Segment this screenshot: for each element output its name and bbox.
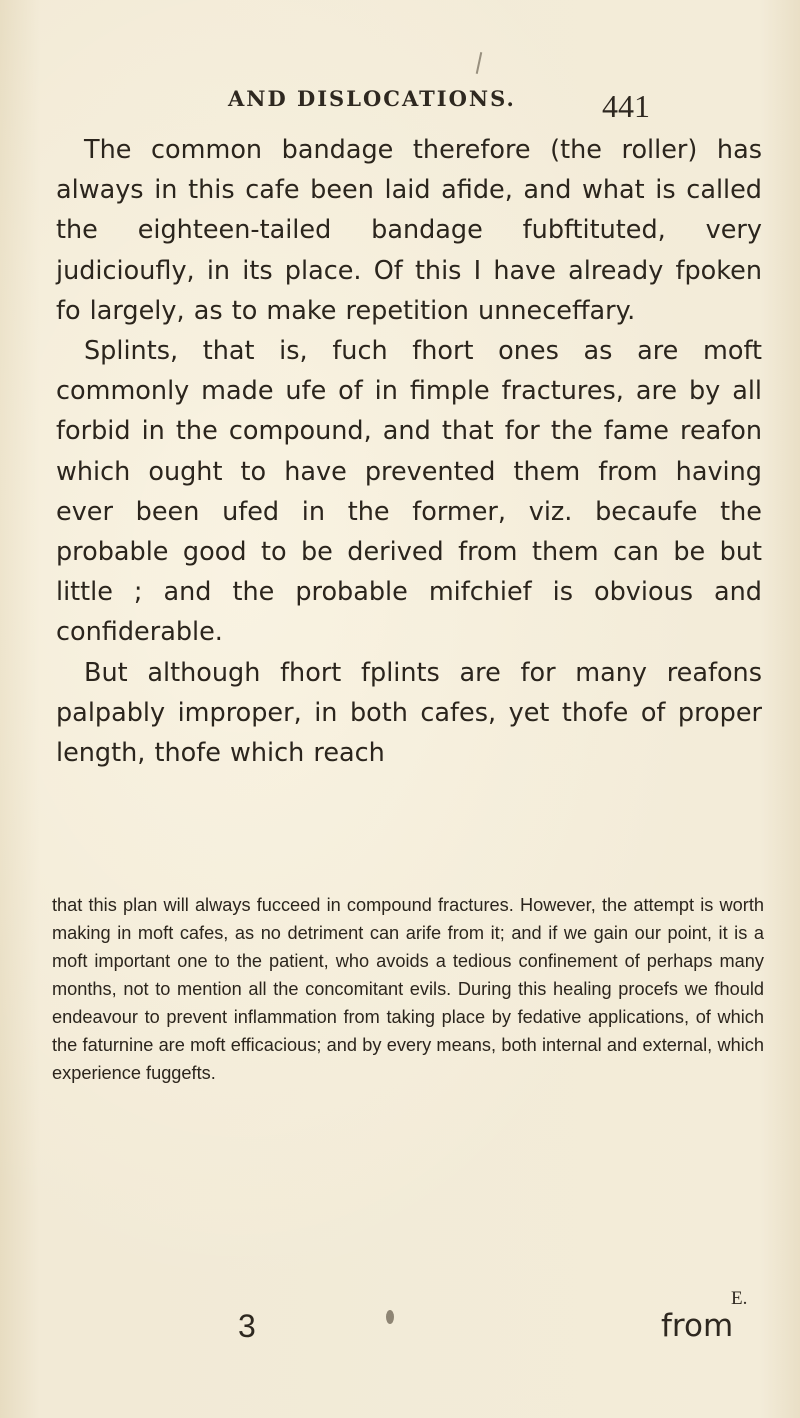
footnote: [52, 891, 764, 1087]
ink-smudge: [386, 1310, 394, 1324]
signature-mark: 3: [238, 1308, 256, 1344]
footnote-initial: E.: [731, 1288, 748, 1309]
main-text: [56, 130, 762, 773]
running-head: AND DISLOCATIONS.: [228, 86, 516, 111]
page-footer: [0, 1288, 800, 1358]
paragraph-bandage: The common bandage therefore (the roller) has always in this cafe been laid afide, and what is called the eighteen-tailed bandage fubftituted, very judicioufly, in its place. Of this I have already fpoken fo largely, as to make repetition unneceffary.: [56, 135, 762, 326]
paragraph-splints: Splints, that is, fuch fhort ones as are moft commonly made ufe of in fimple fractures, are by all forbid in the compound, and that for the fame reafon which ought to have prevented them from having ever been ufed in the former, viz. becaufe the probable good to be derived from them can be but little ; and the probable mifchief is obvious and confiderable.: [56, 336, 762, 648]
footnote-text: that this plan will always fucceed in compound fractures. However, the attempt is worth making in moft cafes, as no detriment can arife from it; and if we gain our point, it is a moft important one to the patient, who avoids a tedious confinement of perhaps many months, not to mention all the concomitant evils. During this healing procefs we fhould endeavour to prevent inflammation from taking place by fedative applications, of which the faturnine are moft efficacious; and by every means, both internal and external, which experience fuggefts.: [52, 895, 764, 1083]
ink-mark: [476, 52, 483, 74]
page-number: 441: [602, 88, 650, 124]
paragraph-long-splints: But although fhort fplints are for many reafons palpably improper, in both cafes, yet thofe of proper length, thofe which reach: [56, 657, 762, 769]
page-header: [228, 86, 748, 126]
catchword: from: [661, 1308, 734, 1344]
